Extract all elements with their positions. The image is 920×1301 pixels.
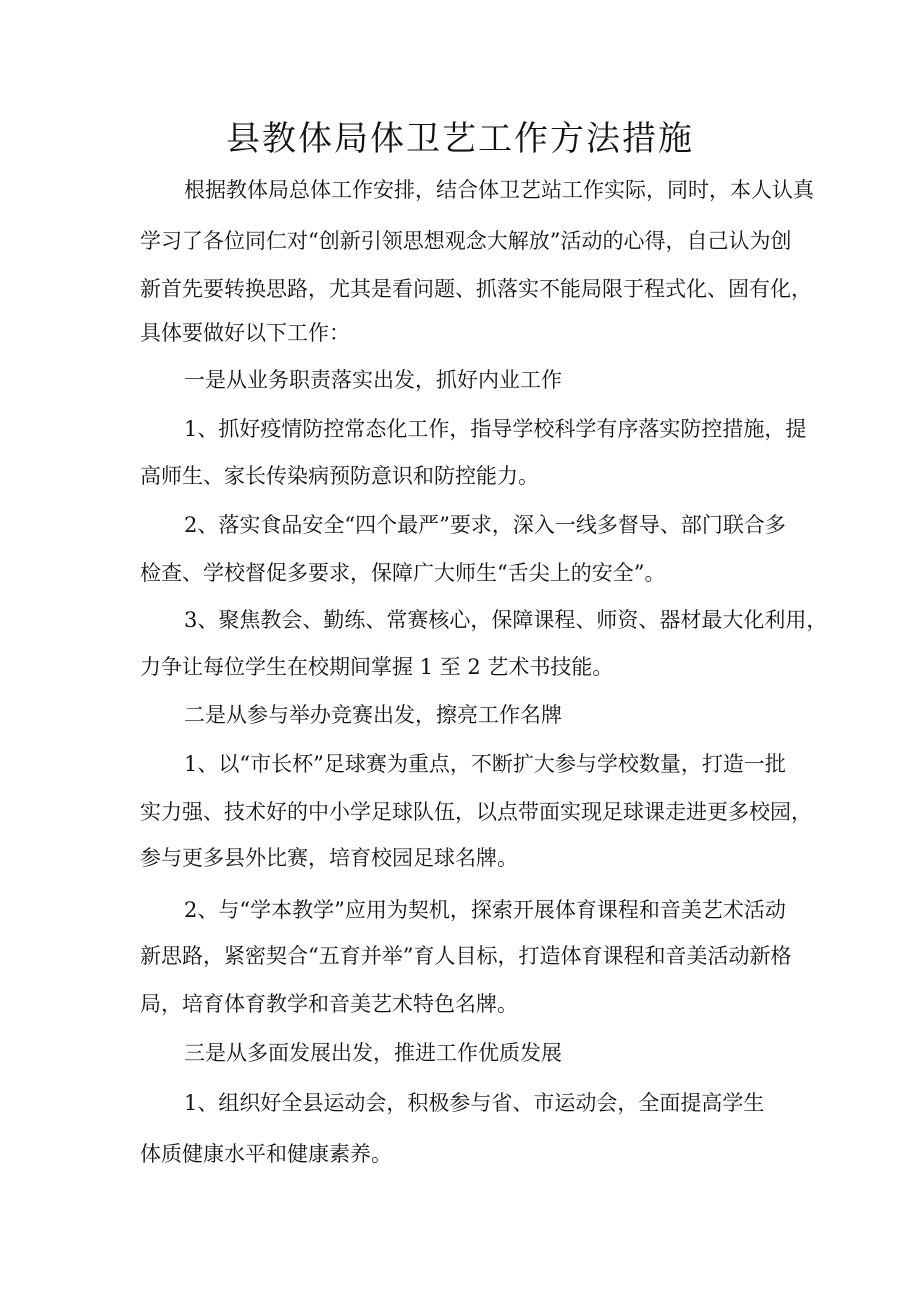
paragraph-line: 体质健康水平和健康素养。 (140, 1142, 392, 1166)
paragraph-line: 检查、学校督促多要求，保障广大师生“舌尖上的安全”。 (140, 561, 666, 585)
paragraph-line: 2、落实食品安全“四个最严”要求，深入一线多督导、部门联合多 (184, 513, 786, 537)
paragraph-line: 力争让每位学生在校期间掌握 1 至 2 艺术书技能。 (140, 655, 614, 679)
paragraph-line: 新思路，紧密契合“五育并举”育人目标，打造体育课程和音美活动新格 (140, 944, 792, 968)
paragraph-line: 局，培育体育教学和音美艺术特色名牌。 (140, 992, 518, 1016)
paragraph-line: 实力强、技术好的中小学足球队伍，以点带面实现足球课走进更多校园， (140, 800, 812, 824)
section-heading-3: 三是从多面发展出发，推进工作优质发展 (184, 1041, 562, 1065)
paragraph-line: 3、聚焦教会、勤练、常赛核心，保障课程、师资、器材最大化利用， (184, 608, 828, 632)
paragraph-line: 具体要做好以下工作： (140, 321, 350, 345)
paragraph-line: 2、与“学本教学”应用为契机，探索开展体育课程和音美艺术活动 (184, 898, 786, 922)
section-heading-1: 一是从业务职责落实出发，抓好内业工作 (184, 368, 562, 392)
document-title: 县教体局体卫艺工作方法措施 (226, 119, 694, 159)
paragraph-line: 根据教体局总体工作安排，结合体卫艺站工作实际，同时，本人认真 (184, 178, 814, 202)
paragraph-line: 参与更多县外比赛，培育校园足球名牌。 (140, 846, 518, 870)
paragraph-line: 高师生、家长传染病预防意识和防控能力。 (140, 464, 539, 488)
paragraph-line: 学习了各位同仁对“创新引领思想观念大解放”活动的心得，自己认为创 (140, 229, 792, 253)
section-heading-2: 二是从参与举办竞赛出发，擦亮工作名牌 (184, 703, 562, 727)
paragraph-line: 1、抓好疫情防控常态化工作，指导学校科学有序落实防控措施，提 (184, 417, 807, 441)
paragraph-line: 1、组织好全县运动会，积极参与省、市运动会，全面提高学生 (184, 1091, 765, 1115)
paragraph-line: 1、以“市长杯”足球赛为重点，不断扩大参与学校数量，打造一批 (184, 752, 786, 776)
paragraph-line: 新首先要转换思路，尤其是看问题、抓落实不能局限于程式化、固有化， (140, 277, 812, 301)
